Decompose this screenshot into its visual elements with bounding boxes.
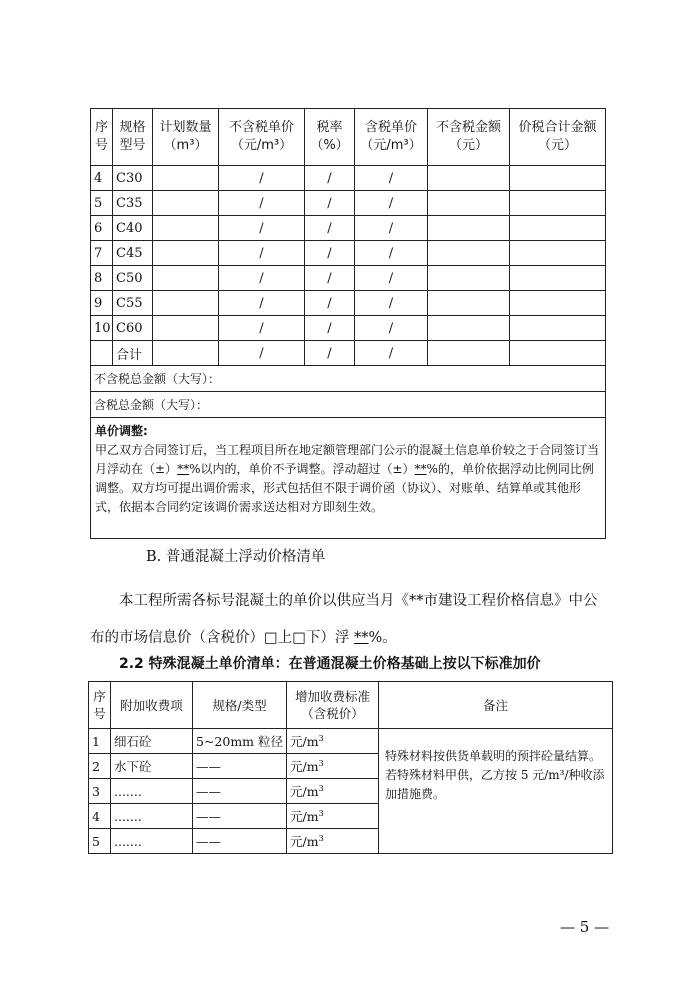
cell-tax-price: / [355,216,428,241]
cell-price: / [219,341,305,366]
cell-price: / [219,166,305,191]
table-row [91,241,606,266]
cell-total [510,291,606,316]
cell-no: 5 [89,829,111,854]
cell-qty [153,191,219,216]
table-row [91,166,606,191]
total-excl-tax-label: 不含税总金额（大写）： [91,366,606,392]
table-row [91,216,606,241]
header-price-incl-tax: 含税单价 （元/m³） [355,109,428,166]
price-adjust-row [91,418,606,539]
header-no: 序 号 [89,682,111,729]
cell-tax-price: / [355,266,428,291]
cell-spec: C35 [113,191,153,216]
section-b-heading: B. 普通混凝土浮动价格清单 [146,549,326,565]
cell-unit: 元$/m^3$ [287,804,379,829]
cell-unit: 元$/m^3$ [287,754,379,779]
cell-price: / [219,316,305,341]
cell-no: 10 [91,316,113,341]
cell-amount [428,191,510,216]
note-line-1: 特殊材料按供货单载明的预拌砼量结算。 [385,749,602,763]
cell-total [510,316,606,341]
cell-no: 4 [91,166,113,191]
cell-no: 9 [91,291,113,316]
section-b-paragraph: 本工程所需各标号混凝土的单价以供应当月《**市建设工程价格信息》中公布的市场信息价（含税价）□上□下）浮 **%。 [90,593,598,646]
note-line-2: 若特殊材料甲供，乙方按 5 元/m³/种收添加措施费。 [385,768,605,801]
cell-spec: C45 [113,241,153,266]
cell-no: 5 [91,191,113,216]
header-price-excl-tax: 不含税单价 （元/m³） [219,109,305,166]
cell-item: 细石砼 [111,729,193,754]
cell-no: 7 [91,241,113,266]
cell-no [91,341,113,366]
cell-rate: / [305,216,355,241]
cell-price: / [219,191,305,216]
table-header-row [89,682,613,729]
header-spec: 规格 型号 [113,109,153,166]
cell-item: ....... [111,804,193,829]
cell-spec: —— [193,779,287,804]
cell-amount [428,216,510,241]
cell-price: / [219,216,305,241]
header-surcharge-standard: 增加收费标准 （含税价） [287,682,379,729]
cell-price: / [219,241,305,266]
cell-price: / [219,291,305,316]
cell-rate: / [305,316,355,341]
total-incl-tax-row [91,392,606,418]
section-2-2-heading: 2.2 特殊混凝土单价清单：在普通混凝土价格基础上按以下标准加价 [119,656,541,672]
cell-qty [153,266,219,291]
cell-no: 6 [91,216,113,241]
cell-no: 8 [91,266,113,291]
cell-spec: —— [193,829,287,854]
cell-rate: / [305,341,355,366]
header-no: 序 号 [91,109,113,166]
header-amount-total: 价税合计金额 （元） [510,109,606,166]
cell-total [510,191,606,216]
cell-amount [428,316,510,341]
cell-spec: C50 [113,266,153,291]
price-adjust-title: 单价调整: [95,424,148,438]
cell-amount [428,291,510,316]
cell-unit: 元$/m^3$ [287,829,379,854]
header-qty: 计划数量 （m³） [153,109,219,166]
cell-rate: / [305,166,355,191]
cell-tax-price: / [355,291,428,316]
cell-tax-price: / [355,341,428,366]
header-spec-type: 规格/类型 [193,682,287,729]
cell-no: 2 [89,754,111,779]
cell-no: 4 [89,804,111,829]
cell-total [510,166,606,191]
table-row [91,191,606,216]
cell-unit: 元$/m^3$ [287,729,379,754]
cell-qty [153,216,219,241]
header-surcharge-item: 附加收费项 [111,682,193,729]
total-incl-tax-label: 含税总金额（大写）： [91,392,606,418]
cell-rate: / [305,241,355,266]
table-row [91,266,606,291]
cell-spec: C55 [113,291,153,316]
cell-spec: C30 [113,166,153,191]
table-row [91,316,606,341]
cell-amount [428,166,510,191]
cell-no: 1 [89,729,111,754]
price-adjust-text: 甲乙双方合同签订后，当工程项目所在地定额管理部门公示的混凝土信息单价较之于合同签订当月浮动在（±）**%以内的，单价不予调整。浮动超过（±）**%的，单价依据浮动比例同比例调整。双方均可提出调价需求，形式包括但不限于调价函（协议）、对账单、结算单或其他形式，依据本合同约定该调价需求送达相对方即刻生效。 [95,443,600,514]
price-adjust-cell [91,418,606,539]
cell-qty [153,166,219,191]
cell-spec: —— [193,804,287,829]
total-excl-tax-row [91,366,606,392]
cell-spec: —— [193,754,287,779]
cell-qty [153,241,219,266]
cell-tax-price: / [355,166,428,191]
header-tax-rate: 税率 （%） [305,109,355,166]
cell-unit: 元$/m^3$ [287,779,379,804]
table-row-subtotal [91,341,606,366]
table-header-row [91,109,606,166]
cell-item: ....... [111,779,193,804]
cell-spec: 合计 [113,341,153,366]
cell-item: 水下砼 [111,754,193,779]
header-amount-excl-tax: 不含税金额 （元） [428,109,510,166]
cell-spec: C60 [113,316,153,341]
cell-no: 3 [89,779,111,804]
cell-total [510,266,606,291]
cell-qty [153,341,219,366]
cell-qty [153,316,219,341]
cell-spec: 5~20mm 粒径 [193,729,287,754]
special-concrete-table [88,681,613,854]
cell-total [510,216,606,241]
cell-qty [153,291,219,316]
table-row [89,729,613,754]
cell-item: ....... [111,829,193,854]
cell-total [510,341,606,366]
cell-amount [428,241,510,266]
cell-amount [428,341,510,366]
note-cell [379,729,613,854]
cell-rate: / [305,191,355,216]
concrete-price-table [90,108,606,539]
cell-tax-price: / [355,191,428,216]
cell-amount [428,266,510,291]
page-number: — 5 — [560,918,610,936]
table-row [91,291,606,316]
cell-spec: C40 [113,216,153,241]
header-note: 备注 [379,682,613,729]
cell-total [510,241,606,266]
cell-rate: / [305,266,355,291]
cell-price: / [219,266,305,291]
cell-rate: / [305,291,355,316]
cell-tax-price: / [355,316,428,341]
cell-tax-price: / [355,241,428,266]
